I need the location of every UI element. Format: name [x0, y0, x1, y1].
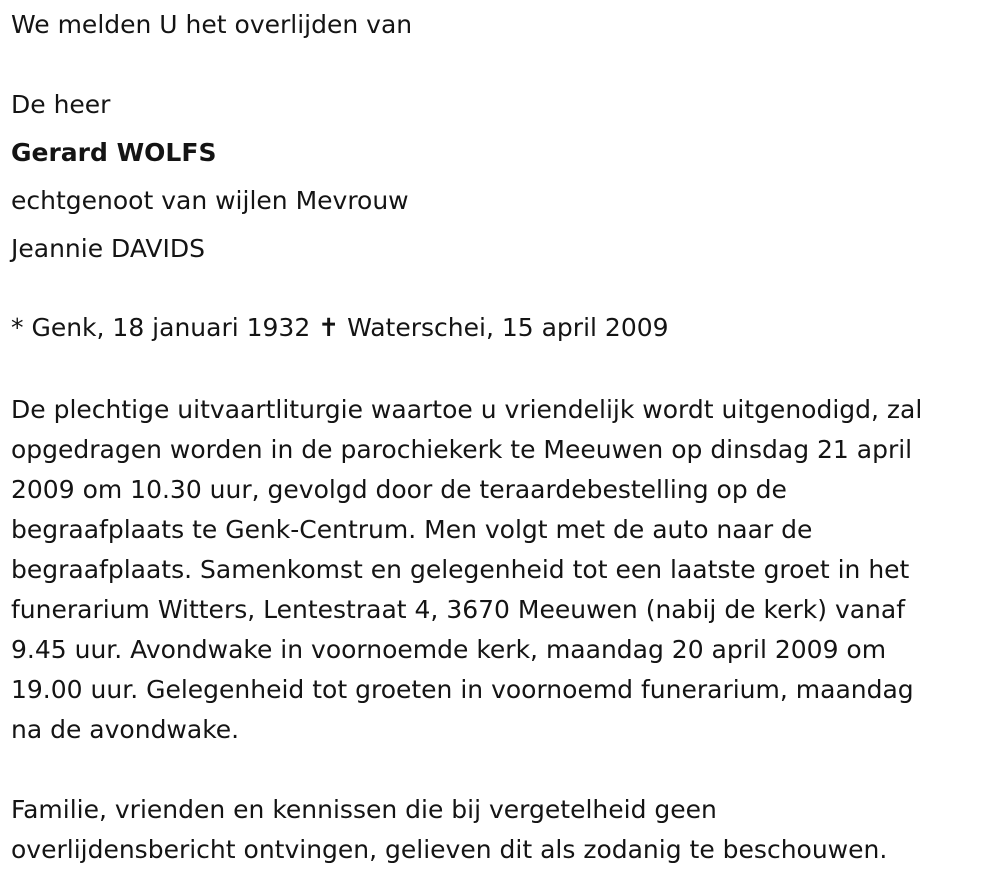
funeral-line: De plechtige uitvaartliturgie waartoe u vriendelijk wordt uitgenodigd, zal	[11, 395, 923, 424]
birth-info: * Genk, 18 januari 1932	[11, 313, 311, 342]
funeral-paragraph	[11, 390, 991, 750]
funeral-line: funerarium Witters, Lentestraat 4, 3670 Meeuwen (nabij de kerk) vanaf	[11, 595, 906, 624]
closing-line: Familie, vrienden en kennissen die bij vergetelheid geen	[11, 795, 717, 824]
closing-paragraph	[11, 790, 991, 870]
life-dates	[11, 313, 669, 343]
spouse-line: echtgenoot van wijlen Mevrouw	[11, 186, 409, 215]
funeral-line: opgedragen worden in de parochiekerk te Meeuwen op dinsdag 21 april	[11, 435, 913, 464]
funeral-line: 9.45 uur. Avondwake in voornoemde kerk, maandag 20 april 2009 om	[11, 635, 887, 664]
funeral-line: 19.00 uur. Gelegenheid tot groeten in voornoemd funerarium, maandag	[11, 675, 914, 704]
spouse-name: Jeannie DAVIDS	[11, 234, 205, 263]
funeral-line: begraafplaats. Samenkomst en gelegenheid tot een laatste groet in het	[11, 555, 910, 584]
death-info: Waterschei, 15 april 2009	[347, 313, 669, 342]
salutation: De heer	[11, 90, 111, 119]
funeral-line: begraafplaats te Genk-Centrum. Men volgt met de auto naar de	[11, 515, 813, 544]
cross-icon: ✝	[318, 313, 340, 342]
funeral-line: 2009 om 10.30 uur, gevolgd door de teraardebestelling op de	[11, 475, 787, 504]
funeral-line: na de avondwake.	[11, 715, 240, 744]
deceased-name: Gerard WOLFS	[11, 138, 217, 167]
closing-line: overlijdensbericht ontvingen, gelieven dit als zodanig te beschouwen.	[11, 835, 888, 864]
intro-text: We melden U het overlijden van	[11, 10, 413, 39]
